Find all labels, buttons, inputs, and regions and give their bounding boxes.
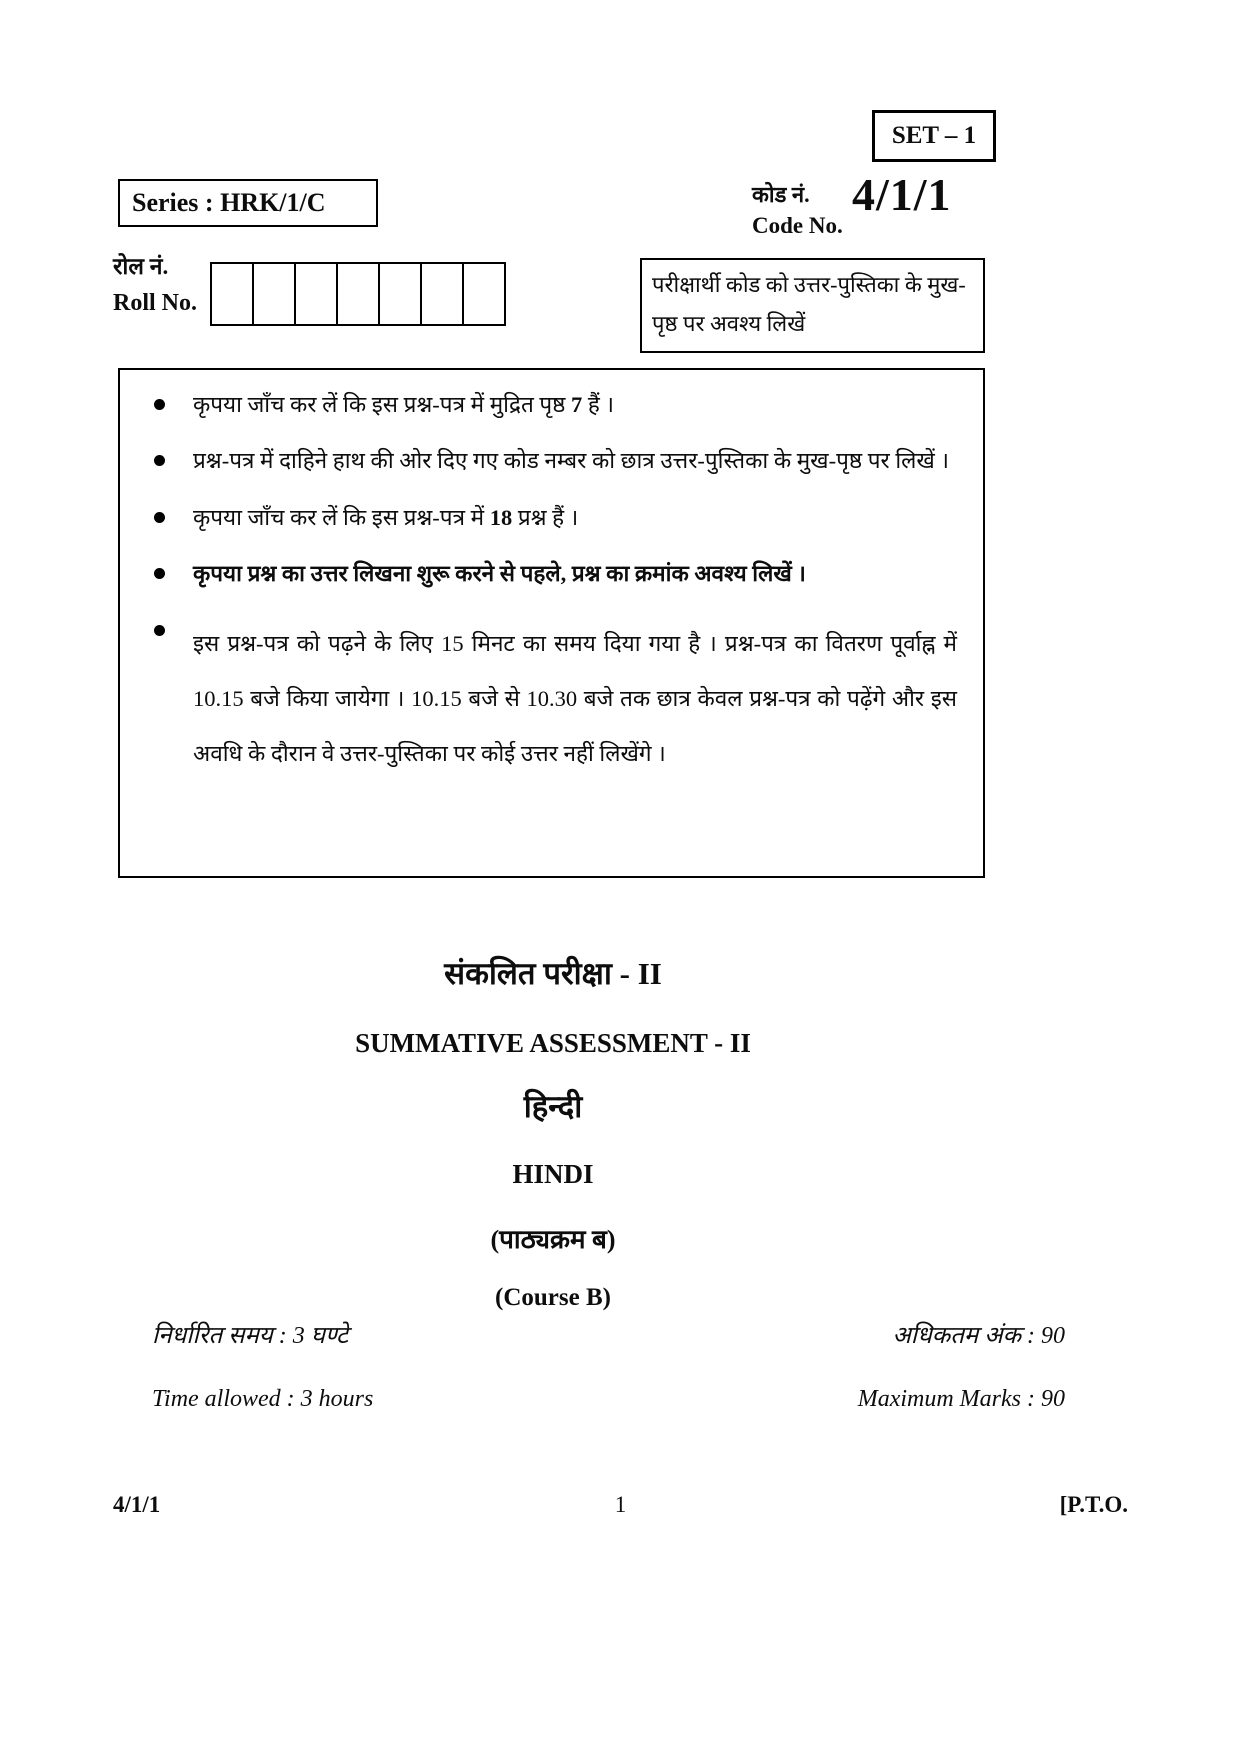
roll-no-labels — [113, 250, 197, 321]
course-label-english: (Course B) — [495, 1284, 611, 1311]
instruction-item — [150, 390, 957, 420]
set-number-label: SET – 1 — [891, 122, 977, 149]
bullet-icon — [154, 399, 165, 410]
bullet-icon — [154, 568, 165, 579]
instruction-text: कृपया जाँच कर लें कि इस प्रश्न-पत्र में 18 प्रश्न हैं । — [193, 504, 579, 530]
roll-grid — [210, 262, 506, 326]
bullet-icon — [154, 512, 165, 523]
exam-title-english: SUMMATIVE ASSESSMENT - II — [355, 1028, 751, 1058]
series-box — [118, 179, 378, 227]
code-no-label-hindi: कोड नं. — [752, 182, 810, 207]
set-number-box — [872, 110, 996, 162]
course-label-hindi: (पाठ्यक्रम ब) — [490, 1225, 616, 1254]
candidate-note-line2: पृष्ठ पर अवश्य लिखें — [652, 310, 806, 336]
footer-pto-label: [P.T.O. — [1059, 1492, 1128, 1517]
time-allowed-hindi: निर्धारित समय : 3 घण्टे — [152, 1323, 349, 1349]
maximum-marks-english: Maximum Marks : 90 — [857, 1386, 1065, 1412]
series-label: Series : HRK/1/C — [132, 188, 326, 217]
roll-no-label-hindi: रोल नं. — [113, 254, 169, 279]
code-number: 4/1/1 — [852, 169, 952, 220]
bullet-icon — [154, 625, 165, 636]
maximum-marks-hindi: अधिकतम अंक : 90 — [892, 1323, 1065, 1349]
instruction-item — [150, 503, 957, 533]
instruction-text: कृपया जाँच कर लें कि इस प्रश्न-पत्र में मुद्रित पृष्ठ 7 हैं । — [193, 392, 615, 417]
roll-cell — [422, 264, 464, 324]
instruction-text: कृपया प्रश्न का उत्तर लिखना शुरू करने से पहले, प्रश्न का क्रमांक अवश्य लिखें । — [193, 561, 806, 587]
roll-cell — [338, 264, 380, 324]
subject-title-hindi: हिन्दी — [523, 1089, 583, 1124]
instruction-item — [150, 446, 957, 476]
footer-paper-code: 4/1/1 — [113, 1492, 161, 1517]
roll-cell — [296, 264, 338, 324]
exam-title-hindi: संकलित परीक्षा - II — [444, 956, 662, 991]
code-no-labels — [752, 180, 843, 241]
candidate-note-line1: परीक्षार्थी कोड को उत्तर-पुस्तिका के मुख- — [652, 272, 966, 297]
roll-cell — [212, 264, 254, 324]
footer-page-number: 1 — [614, 1492, 627, 1517]
instruction-item — [150, 559, 957, 589]
instruction-item — [150, 616, 957, 781]
time-marks-row-hindi — [152, 1318, 1065, 1351]
time-allowed-english: Time allowed : 3 hours — [152, 1386, 374, 1412]
roll-cell — [464, 264, 504, 324]
code-no-label-english: Code No. — [752, 212, 843, 238]
candidate-code-note-box — [640, 258, 985, 353]
page-footer — [0, 1492, 1241, 1522]
instruction-text: प्रश्न-पत्र में दाहिने हाथ की ओर दिए गए कोड नम्बर को छात्र उत्तर-पुस्तिका के मुख-पृष्ठ पर लिखें । — [193, 448, 949, 474]
time-marks-row-english — [152, 1386, 1065, 1413]
roll-cell — [254, 264, 296, 324]
instructions-box — [118, 368, 985, 878]
subject-title-english: HINDI — [512, 1159, 594, 1189]
title-block — [118, 952, 988, 1312]
instruction-text: इस प्रश्न-पत्र को पढ़ने के लिए 15 मिनट का समय दिया गया है । प्रश्न-पत्र का वितरण पूर्वाह्न में 10.15 बजे किया जायेगा । 10.15 बजे से 10.30 बजे तक छात्र केवल प्रश्न-पत्र को पढ़ेंगे और इस अवधि के दौरान वे उत्तर-पुस्तिका पर कोई उत्तर नहीं लिखेंगे । — [193, 630, 957, 766]
roll-no-label-english: Roll No. — [113, 289, 197, 316]
bullet-icon — [154, 455, 165, 466]
roll-cell — [380, 264, 422, 324]
